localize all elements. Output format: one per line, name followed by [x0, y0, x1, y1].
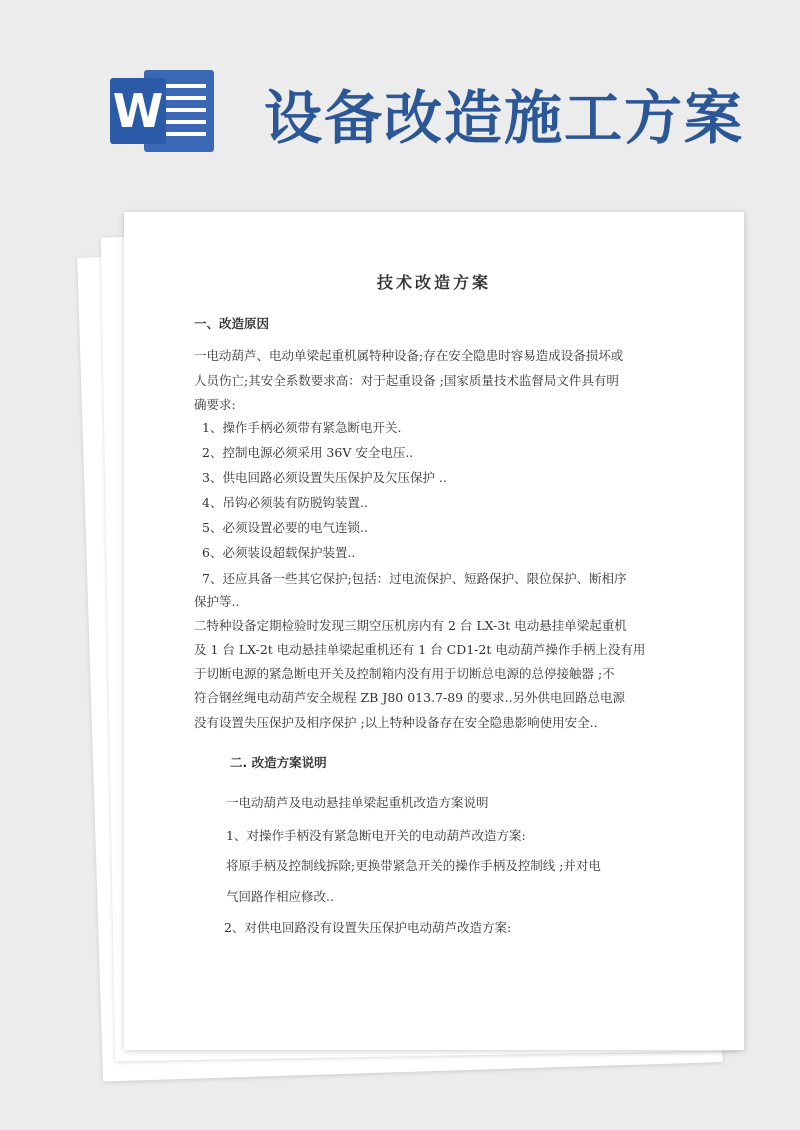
paragraph-line: 确要求:	[194, 397, 236, 412]
paragraph-line: 气回路作相应修改..	[226, 889, 334, 904]
paragraph-line: 一电动葫芦、电动单梁起重机属特种设备;存在安全隐患时容易造成设备损坏或	[194, 348, 624, 363]
header	[0, 0, 800, 200]
paragraph-line: 及 1 台 LX-2t 电动悬挂单梁起重机还有 1 台 CD1-2t 电动葫芦操作手柄上没有用	[194, 642, 646, 657]
list-item: 5、必须设置必要的电气连锁..	[202, 520, 368, 535]
paragraph-line: 1、对操作手柄没有紧急断电开关的电动葫芦改造方案:	[226, 828, 526, 843]
paragraph-line: 于切断电源的紧急断电开关及控制箱内没有用于切断总电源的总停接触器 ;不	[194, 666, 615, 681]
paragraph-line: 人员伤亡;其安全系数要求高：对于起重设备 ;国家质量技术监督局文件具有明	[194, 373, 619, 388]
list-item: 7、还应具备一些其它保护;包括：过电流保护、短路保护、限位保护、断相序	[202, 571, 627, 586]
paragraph-line: 没有设置失压保护及相序保护 ;以上特种设备存在安全隐患影响使用安全..	[194, 715, 598, 730]
section-heading-2: 二. 改造方案说明	[230, 755, 327, 770]
document-page	[124, 212, 744, 1050]
list-item: 6、必须装设超载保护装置..	[202, 545, 356, 560]
paragraph-line: 二特种设备定期检验时发现三期空压机房内有 2 台 LX-3t 电动悬挂单梁起重机	[194, 618, 627, 633]
word-document-icon	[110, 70, 214, 152]
paragraph-line: 保护等..	[194, 594, 240, 609]
document-body	[124, 212, 744, 1050]
paragraph-line: 2、对供电回路没有设置失压保护电动葫芦改造方案:	[224, 920, 512, 935]
section-heading-1: 一、改造原因	[194, 316, 270, 331]
word-badge: W	[110, 78, 166, 144]
list-item: 4、吊钩必须装有防脱钩装置..	[202, 495, 368, 510]
paragraph-line: 一电动葫芦及电动悬挂单梁起重机改造方案说明	[226, 795, 489, 810]
list-item: 3、供电回路必须设置失压保护及欠压保护 ..	[202, 470, 447, 485]
paragraph-line: 符合钢丝绳电动葫芦安全规程 ZB J80 013.7-89 的要求..另外供电回路总电源	[194, 690, 626, 705]
page-title: 设备改造施工方案	[264, 84, 745, 152]
paragraph-line: 将原手柄及控制线拆除;更换带紧急开关的操作手柄及控制线 ;并对电	[226, 858, 601, 873]
list-item: 1、操作手柄必须带有紧急断电开关.	[202, 420, 402, 435]
document-title: 技术改造方案	[376, 273, 491, 292]
list-item: 2、控制电源必须采用 36V 安全电压..	[202, 445, 414, 460]
